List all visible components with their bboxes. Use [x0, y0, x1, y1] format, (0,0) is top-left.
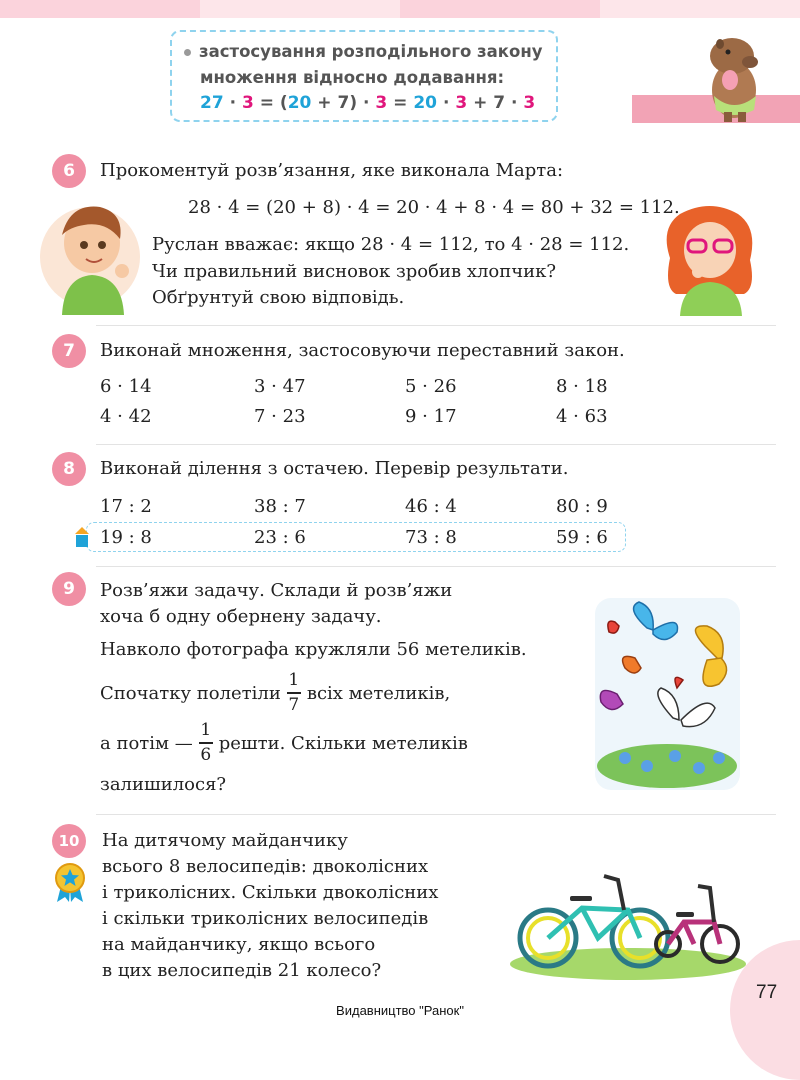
- fraction-denominator: 6: [200, 744, 212, 765]
- formula-op: ·: [229, 93, 237, 113]
- task10-line: На дитячому майданчику: [102, 830, 348, 851]
- task7-expr: 4 · 63: [556, 406, 608, 427]
- task9-line-4: [100, 666, 450, 720]
- section-divider: [96, 566, 776, 567]
- fraction-one-seventh: [287, 671, 301, 716]
- task8-expr: 59 : 6: [556, 527, 608, 548]
- fraction-numerator: 1: [200, 719, 212, 740]
- task7-prompt: Виконай множення, застосовуючи переставний закон.: [100, 340, 625, 361]
- task9-line-5-end: решти. Скільки метеликів: [218, 732, 468, 754]
- butterflies-flowers-illustration: [595, 598, 740, 790]
- task-number-badge: 7: [52, 334, 86, 368]
- fraction-denominator: 7: [288, 694, 300, 715]
- task-number-badge: 9: [52, 572, 86, 606]
- formula-term: 3: [523, 93, 536, 113]
- task6-line-1: Руслан вважає: якщо 28 · 4 = 112, то 4 · 28 = 112.: [152, 234, 630, 255]
- task7-expr: 4 · 42: [100, 406, 152, 427]
- fraction-bar: [199, 742, 213, 744]
- task8-expr: 73 : 8: [405, 527, 457, 548]
- task9-line-5-start: а потім —: [100, 732, 193, 754]
- formula-term: 20: [413, 93, 438, 113]
- task7-expr: 5 · 26: [405, 376, 457, 397]
- formula-term: 7: [337, 93, 350, 113]
- task7-expr: 3 · 47: [254, 376, 306, 397]
- strip-segment: [200, 0, 400, 18]
- strip-segment: [400, 0, 600, 18]
- formula-op: =: [259, 93, 274, 113]
- task10-line: в цих велосипедів 21 колесо?: [102, 960, 382, 981]
- task9-line-5: [100, 716, 468, 770]
- strip-segment: [0, 0, 200, 18]
- bullet-icon: [184, 49, 191, 56]
- task8-expr: 38 : 7: [254, 496, 306, 517]
- bicycles-illustration: [508, 852, 748, 982]
- task9-line-1: Розв’яжи задачу. Склади й розв’яжи: [100, 580, 453, 601]
- medal-star-icon: [52, 862, 88, 904]
- task8-expr: 19 : 8: [100, 527, 152, 548]
- task7-expr: 8 · 18: [556, 376, 608, 397]
- formula-term: 3: [375, 93, 388, 113]
- highlighted-row-frame: [86, 522, 626, 552]
- task8-expr: 80 : 9: [556, 496, 608, 517]
- task7-expr: 7 · 23: [254, 406, 306, 427]
- top-color-strip: [0, 0, 800, 18]
- task7-expr: 6 · 14: [100, 376, 152, 397]
- task9-line-6: залишилося?: [100, 774, 227, 795]
- rule-line-2: множення відносно додавання:: [200, 68, 505, 87]
- task-number-badge: 8: [52, 452, 86, 486]
- task9-line-4-end: всіх метеликів,: [306, 682, 451, 704]
- task7-expr: 9 · 17: [405, 406, 457, 427]
- rule-text-1: застосування розподільного закону: [199, 42, 543, 61]
- task-number-badge: 10: [52, 824, 86, 858]
- task10-line: на майданчику, якщо всього: [102, 934, 376, 955]
- publisher-footer: Видавництво "Ранок": [336, 1003, 464, 1018]
- task9-line-2: хоча б одну обернену задачу.: [100, 606, 382, 627]
- capybara-mascot-illustration: [700, 18, 770, 122]
- formula-term: 27: [200, 93, 224, 113]
- task8-expr: 17 : 2: [100, 496, 152, 517]
- rule-formula: [200, 93, 535, 113]
- task6-prompt: Прокоментуй розв’язання, яке виконала Марта:: [100, 160, 564, 181]
- task6-equation: 28 · 4 = (20 + 8) · 4 = 20 · 4 + 8 · 4 = 80 + 32 = 112.: [188, 197, 680, 218]
- formula-term: 3: [455, 93, 468, 113]
- section-divider: [96, 325, 776, 326]
- task8-prompt: Виконай ділення з остачею. Перевір результати.: [100, 458, 569, 479]
- rule-reminder-box: [170, 30, 558, 122]
- formula-op: ·: [442, 93, 450, 113]
- fraction-numerator: 1: [288, 669, 300, 690]
- task8-expr: 46 : 4: [405, 496, 457, 517]
- task6-line-2: Чи правильний висновок зробив хлопчик?: [152, 261, 557, 282]
- task10-line: всього 8 велосипедів: двоколісних: [102, 856, 429, 877]
- formula-op: (: [279, 93, 288, 113]
- strip-segment: [600, 0, 800, 18]
- girl-marta-illustration: [660, 198, 760, 316]
- task6-line-3: Обґрунтуй свою відповідь.: [152, 287, 405, 308]
- task-number-badge: 6: [52, 154, 86, 188]
- task10-line: і триколісних. Скільки двоколісних: [102, 882, 439, 903]
- task10-line: і скільки триколісних велосипедів: [102, 908, 429, 929]
- house-marker-icon: [74, 526, 90, 548]
- task8-expr: 23 : 6: [254, 527, 306, 548]
- fraction-one-sixth: [199, 721, 213, 766]
- task9-line-4-start: Спочатку полетіли: [100, 682, 281, 704]
- formula-op: =: [393, 93, 408, 113]
- formula-term: 7: [493, 93, 506, 113]
- formula-term: 3: [241, 93, 254, 113]
- task9-line-3: Навколо фотографа кружляли 56 метеликів.: [100, 639, 527, 660]
- formula-op: +: [317, 93, 332, 113]
- section-divider: [96, 814, 776, 815]
- fraction-bar: [287, 692, 301, 694]
- section-divider: [96, 444, 776, 445]
- formula-op: ·: [363, 93, 370, 113]
- boy-ruslan-illustration: [40, 195, 140, 315]
- formula-term: 20: [287, 93, 312, 113]
- rule-line-1: [184, 42, 542, 61]
- formula-op: +: [473, 93, 488, 113]
- page-number: 77: [756, 982, 778, 1003]
- formula-op: ·: [511, 93, 518, 113]
- formula-op: ): [349, 93, 358, 113]
